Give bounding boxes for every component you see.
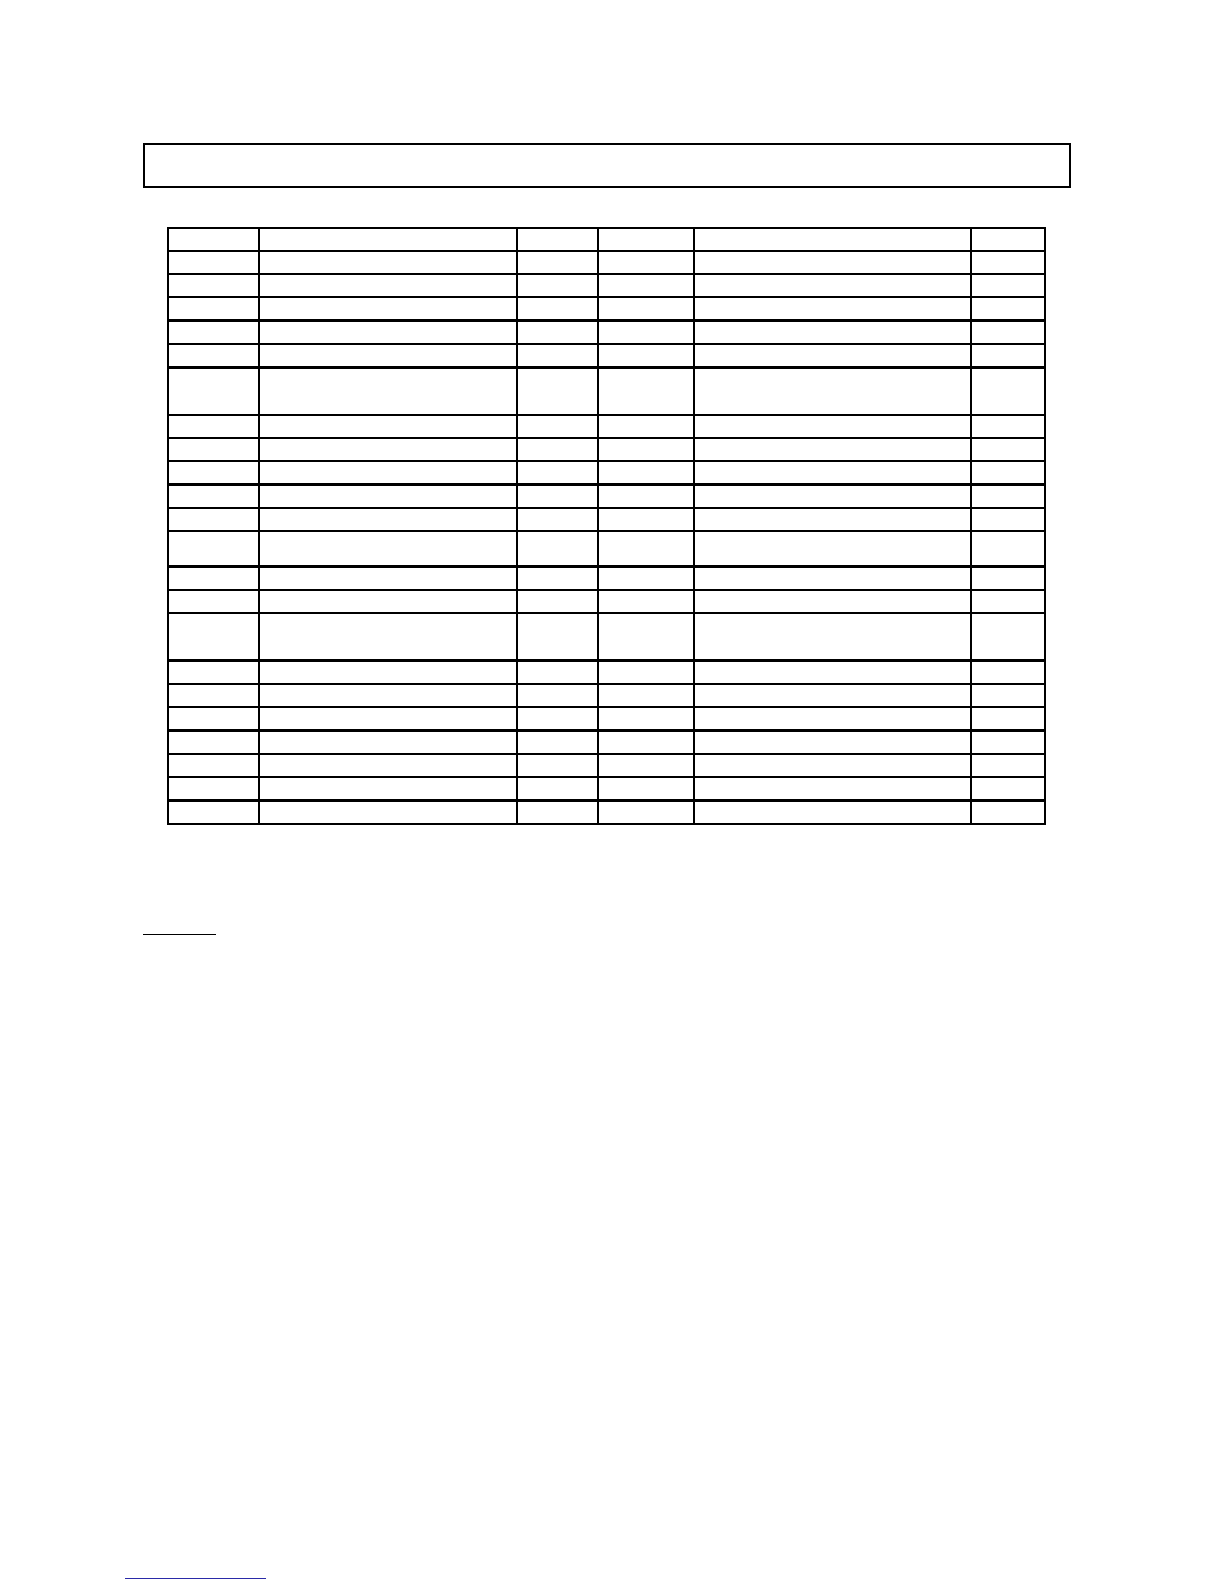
table-cell (598, 274, 694, 297)
table-cell (598, 321, 694, 345)
table-cell (971, 613, 1045, 661)
table-cell (971, 297, 1045, 321)
table-cell (259, 661, 517, 685)
table-cell (168, 415, 259, 438)
table-cell (971, 531, 1045, 567)
table-cell (598, 754, 694, 777)
table-cell (598, 297, 694, 321)
table-cell (517, 684, 598, 707)
table-row (168, 531, 1045, 567)
table-cell (168, 485, 259, 509)
table-row (168, 368, 1045, 416)
table-cell (598, 485, 694, 509)
table-cell (517, 590, 598, 613)
table-cell (598, 438, 694, 461)
table-cell (971, 661, 1045, 685)
table-cell (168, 297, 259, 321)
table-row (168, 438, 1045, 461)
table-cell (517, 801, 598, 825)
table-cell (598, 415, 694, 438)
table-cell (168, 567, 259, 591)
table-cell (694, 297, 971, 321)
table-cell (971, 707, 1045, 731)
table-cell (259, 777, 517, 801)
table-row (168, 777, 1045, 801)
table-cell (168, 590, 259, 613)
table-cell (517, 777, 598, 801)
table-cell (598, 590, 694, 613)
table-cell (168, 251, 259, 274)
column-header (517, 228, 598, 251)
table-cell (168, 777, 259, 801)
table-cell (694, 707, 971, 731)
table-row (168, 344, 1045, 368)
table-cell (694, 801, 971, 825)
column-header (168, 228, 259, 251)
table-cell (598, 777, 694, 801)
table-cell (259, 461, 517, 485)
table-cell (971, 731, 1045, 755)
table-cell (259, 438, 517, 461)
table-cell (598, 461, 694, 485)
table-cell (259, 531, 517, 567)
table-cell (259, 321, 517, 345)
column-header (598, 228, 694, 251)
table-cell (971, 461, 1045, 485)
table-cell (259, 251, 517, 274)
table-cell (259, 613, 517, 661)
table-row (168, 461, 1045, 485)
table-cell (694, 415, 971, 438)
table-cell (694, 485, 971, 509)
table-cell (694, 531, 971, 567)
table-cell (517, 438, 598, 461)
table-cell (971, 415, 1045, 438)
table-cell (517, 321, 598, 345)
table-cell (971, 251, 1045, 274)
table-cell (168, 508, 259, 531)
table-cell (259, 274, 517, 297)
table-header-row (168, 228, 1045, 251)
title-box (143, 143, 1071, 188)
table-cell (259, 801, 517, 825)
table-row (168, 415, 1045, 438)
bottom-link[interactable] (125, 1578, 266, 1579)
table-cell (694, 508, 971, 531)
table-cell (259, 485, 517, 509)
column-header (259, 228, 517, 251)
table-cell (517, 344, 598, 368)
table-cell (694, 754, 971, 777)
table-cell (694, 461, 971, 485)
table-cell (694, 731, 971, 755)
table-cell (971, 567, 1045, 591)
column-header (971, 228, 1045, 251)
table-cell (168, 613, 259, 661)
table-cell (259, 707, 517, 731)
table-cell (598, 251, 694, 274)
table-cell (598, 731, 694, 755)
table-cell (517, 297, 598, 321)
table-cell (694, 274, 971, 297)
table-cell (598, 661, 694, 685)
table-cell (598, 684, 694, 707)
table-cell (517, 251, 598, 274)
table-body (168, 228, 1045, 824)
table-cell (517, 661, 598, 685)
table-cell (971, 508, 1045, 531)
table-cell (168, 731, 259, 755)
table-cell (598, 368, 694, 416)
table-cell (517, 415, 598, 438)
table-row (168, 274, 1045, 297)
table-cell (598, 508, 694, 531)
table-cell (259, 415, 517, 438)
table-cell (259, 368, 517, 416)
table-cell (694, 368, 971, 416)
table-cell (517, 485, 598, 509)
table-cell (598, 707, 694, 731)
table-cell (971, 344, 1045, 368)
table-cell (168, 661, 259, 685)
table-cell (517, 707, 598, 731)
table-cell (694, 321, 971, 345)
table-row (168, 754, 1045, 777)
table-cell (259, 297, 517, 321)
table-row (168, 251, 1045, 274)
table-cell (259, 731, 517, 755)
table-cell (259, 590, 517, 613)
table-row (168, 613, 1045, 661)
table-cell (971, 590, 1045, 613)
table-cell (168, 684, 259, 707)
table-cell (971, 485, 1045, 509)
table-row (168, 321, 1045, 345)
table-cell (971, 777, 1045, 801)
table-cell (259, 567, 517, 591)
table-cell (517, 613, 598, 661)
table-cell (517, 731, 598, 755)
table-cell (694, 344, 971, 368)
table-cell (168, 368, 259, 416)
table-row (168, 801, 1045, 825)
footnote-separator (143, 934, 216, 935)
table-cell (168, 707, 259, 731)
table-cell (517, 274, 598, 297)
table-cell (971, 274, 1045, 297)
table-cell (168, 461, 259, 485)
table-cell (971, 684, 1045, 707)
table-cell (598, 531, 694, 567)
table-cell (598, 801, 694, 825)
table-cell (971, 801, 1045, 825)
table-cell (517, 531, 598, 567)
table-cell (259, 344, 517, 368)
table-cell (598, 344, 694, 368)
table-cell (168, 801, 259, 825)
table-cell (517, 754, 598, 777)
column-header (694, 228, 971, 251)
table-cell (259, 754, 517, 777)
table-row (168, 684, 1045, 707)
table-row (168, 661, 1045, 685)
table-cell (694, 590, 971, 613)
table-cell (598, 613, 694, 661)
table-cell (971, 754, 1045, 777)
table-row (168, 731, 1045, 755)
table-cell (168, 531, 259, 567)
table-row (168, 707, 1045, 731)
table-cell (168, 274, 259, 297)
table-cell (517, 461, 598, 485)
table-cell (259, 508, 517, 531)
data-table (167, 227, 1046, 825)
table-row (168, 508, 1045, 531)
table-row (168, 590, 1045, 613)
table-cell (694, 777, 971, 801)
table-cell (694, 438, 971, 461)
table-cell (694, 684, 971, 707)
table-cell (971, 321, 1045, 345)
table-cell (259, 684, 517, 707)
table-cell (168, 344, 259, 368)
table-cell (694, 567, 971, 591)
table-cell (168, 321, 259, 345)
table-cell (971, 368, 1045, 416)
table-cell (598, 567, 694, 591)
table-cell (694, 613, 971, 661)
table-cell (168, 754, 259, 777)
table-cell (694, 251, 971, 274)
table-row (168, 297, 1045, 321)
table-row (168, 485, 1045, 509)
table-cell (517, 508, 598, 531)
table-row (168, 567, 1045, 591)
table-cell (168, 438, 259, 461)
table-cell (694, 661, 971, 685)
table-cell (517, 567, 598, 591)
table-cell (517, 368, 598, 416)
table-cell (971, 438, 1045, 461)
